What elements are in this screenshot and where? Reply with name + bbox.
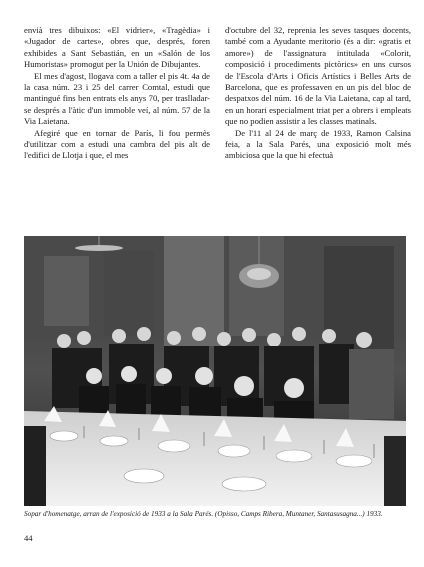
right-paragraph-1: d'octubre del 32, reprenia les seves tasques docents, també com a Ayudante meritorio (és a dir: «gratis et amore») de l'assignatura intitulada «Colorit, composició i procediments pictòrics» en uns cursos de l'Escola d'Arts i Oficis Artístics i Belles Arts de Barcelona, que es professaven en un pis del bloc de despatxos del núm. 16 de la Via Laietana, cap al tard, en un horari especialment triat per a obrers i empleats que no podien assistir a les classes matinals. bbox=[225, 25, 411, 127]
left-paragraph-3: Afegiré que en tornar de París, li fou permès d'utilitzar com a estudi una cambra del pis alt de l'edifici de Llotja i que, el mes bbox=[24, 127, 210, 161]
left-paragraph-1: envià tres dibuixos: «El vidrier», «Tragèdia» i «Jugador de cartes», obres que, després, foren exhibides a Sant Sebastián, en un «Salón de los Humoristas» promogut per la Unión de Dibujantes. bbox=[24, 25, 210, 70]
page-number: 44 bbox=[24, 533, 33, 543]
right-text-column bbox=[225, 25, 411, 162]
banquet-photo-illustration bbox=[24, 236, 406, 506]
photo-caption: Sopar d'homenatge, arran de l'exposició de 1933 a la Sala Parés. (Opisso, Camps Ribera, Muntaner, Santasusagna...) 1933. bbox=[24, 510, 383, 518]
banquet-photograph bbox=[24, 236, 406, 506]
left-text-column bbox=[24, 25, 210, 162]
left-paragraph-2: El mes d'agost, llogava com a taller el pis 4t. 4a de la casa núm. 23 i 25 del carrer Comtal, estudi que mantingué fins ben entrats els anys 70, per traslladar-se després a l'àtic d'un immoble veí, al núm. 57 de la Via Laietana. bbox=[24, 70, 210, 127]
right-paragraph-2: De l'11 al 24 de març de 1933, Ramon Calsina feia, a la Sala Parés, una exposició molt més ambiciosa que la que hi efectuà bbox=[225, 127, 411, 161]
